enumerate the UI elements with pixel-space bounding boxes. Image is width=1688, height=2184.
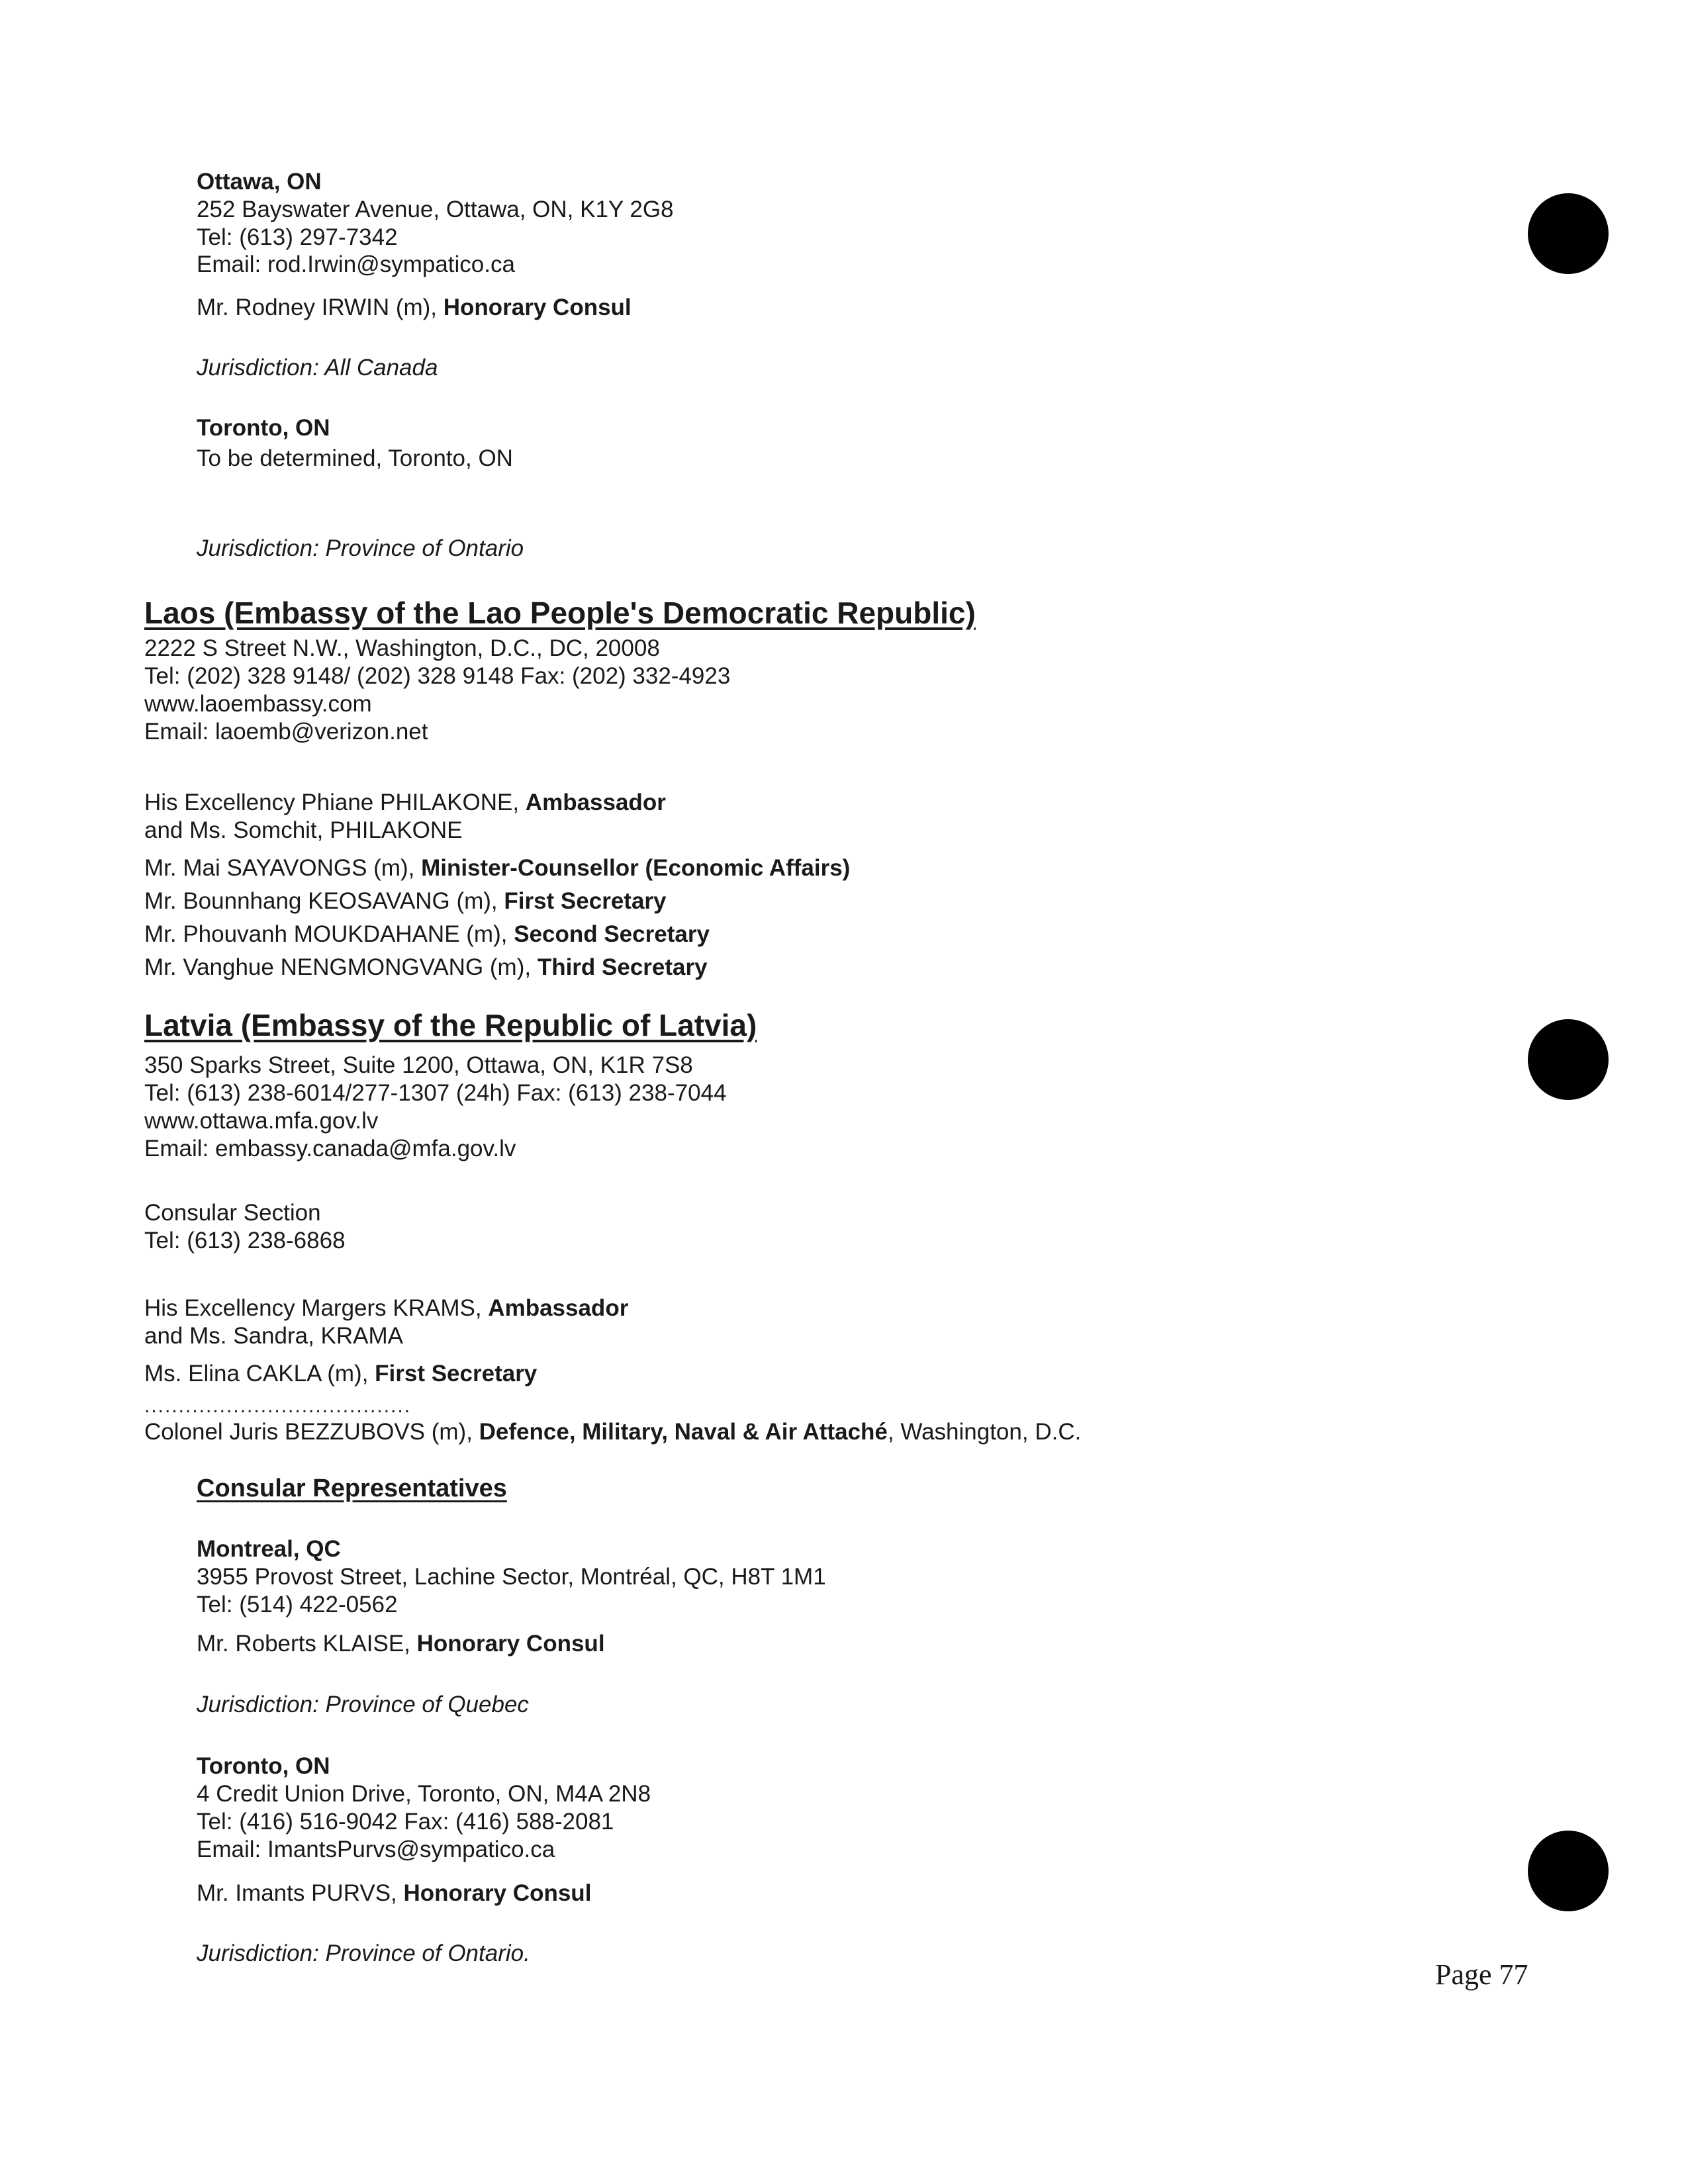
ottawa-address: 252 Bayswater Avenue, Ottawa, ON, K1Y 2G8 (197, 197, 674, 222)
page-number: Page 77 (1435, 1958, 1528, 1991)
ottawa-jurisdiction: Jurisdiction: All Canada (197, 355, 438, 381)
montreal-consular-block (197, 1535, 826, 1619)
latvia-first-secretary: Ms. Elina CAKLA (m), First Secretary (144, 1361, 538, 1387)
laos-contact (144, 635, 730, 746)
person-name: Mr. Rodney IRWIN (m), (197, 295, 444, 320)
ambassador-name: His Excellency Phiane PHILAKONE, (144, 790, 526, 815)
latvia-web: www.ottawa.mfa.gov.lv (144, 1108, 379, 1134)
toronto-email: Email: ImantsPurvs@sympatico.ca (197, 1837, 555, 1862)
latvia-address: 350 Sparks Street, Suite 1200, Ottawa, ON, K1R 7S8 (144, 1052, 693, 1078)
binder-hole (1528, 193, 1609, 274)
staff-row: Mr. Vanghue NENGMONGVANG (m), Third Secretary (144, 954, 708, 980)
staff-row: Mr. Mai SAYAVONGS (m), Minister-Counsellor (Economic Affairs) (144, 855, 851, 881)
latvia-heading: Latvia (Embassy of the Republic of Latvia) (144, 1008, 757, 1042)
consular-representatives-heading: Consular Representatives (197, 1475, 507, 1502)
consular-section-label: Consular Section (144, 1200, 321, 1226)
toronto-address: 4 Credit Union Drive, Toronto, ON, M4A 2N8 (197, 1781, 651, 1807)
consular-section-tel: Tel: (613) 238-6868 (144, 1228, 346, 1253)
toronto-jurisdiction: Jurisdiction: Province of Ontario (197, 535, 524, 561)
latvia-toronto-block (197, 1752, 651, 1864)
ottawa-city: Ottawa, ON (197, 169, 322, 195)
laos-heading: Laos (Embassy of the Lao People's Democratic Republic) (144, 596, 976, 630)
toronto-consular-block (197, 414, 513, 473)
toronto-honorary-consul: Mr. Imants PURVS, Honorary Consul (197, 1880, 592, 1906)
ottawa-email: Email: rod.Irwin@sympatico.ca (197, 251, 515, 277)
staff-row: Mr. Bounnhang KEOSAVANG (m), First Secretary (144, 888, 667, 914)
latvia-contact (144, 1052, 726, 1163)
laos-address: 2222 S Street N.W., Washington, D.C., DC, 20008 (144, 635, 660, 661)
toronto-tel: Tel: (416) 516-9042 Fax: (416) 588-2081 (197, 1809, 614, 1835)
latvia-attache: Colonel Juris BEZZUBOVS (m), Defence, Military, Naval & Air Attaché, Washington, D.C. (144, 1419, 1082, 1445)
ambassador-spouse: and Ms. Sandra, KRAMA (144, 1323, 403, 1349)
laos-web: www.laoembassy.com (144, 691, 372, 717)
ambassador-title: Ambassador (525, 790, 666, 815)
ottawa-honorary-consul (197, 294, 632, 322)
binder-hole (1528, 1019, 1609, 1100)
montreal-jurisdiction: Jurisdiction: Province of Quebec (197, 1692, 529, 1717)
latvia-consular-section (144, 1199, 346, 1255)
toronto-address: To be determined, Toronto, ON (197, 445, 513, 471)
binder-hole (1528, 1831, 1609, 1911)
ottawa-consular-block (197, 168, 674, 279)
montreal-city: Montreal, QC (197, 1536, 341, 1562)
toronto-jurisdiction: Jurisdiction: Province of Ontario. (197, 1940, 530, 1966)
laos-staff-list (144, 852, 850, 984)
toronto-city: Toronto, ON (197, 415, 330, 441)
toronto-city: Toronto, ON (197, 1753, 330, 1779)
montreal-address: 3955 Provost Street, Lachine Sector, Montréal, QC, H8T 1M1 (197, 1564, 826, 1590)
laos-ambassador (144, 789, 666, 844)
staff-row: Mr. Phouvanh MOUKDAHANE (m), Second Secretary (144, 921, 710, 947)
latvia-email: Email: embassy.canada@mfa.gov.lv (144, 1136, 516, 1161)
laos-tel: Tel: (202) 328 9148/ (202) 328 9148 Fax: (202) 332-4923 (144, 663, 731, 689)
ottawa-tel: Tel: (613) 297-7342 (197, 224, 398, 250)
laos-email: Email: laoemb@verizon.net (144, 719, 428, 745)
montreal-tel: Tel: (514) 422-0562 (197, 1592, 398, 1617)
ambassador-title: Ambassador (488, 1295, 629, 1321)
latvia-tel: Tel: (613) 238-6014/277-1307 (24h) Fax: (613) 238-7044 (144, 1080, 727, 1106)
ambassador-spouse: and Ms. Somchit, PHILAKONE (144, 817, 463, 843)
montreal-honorary-consul: Mr. Roberts KLAISE, Honorary Consul (197, 1631, 605, 1657)
person-title: Honorary Consul (443, 295, 632, 320)
ambassador-name: His Excellency Margers KRAMS, (144, 1295, 489, 1321)
separator-dots: ....................................... (144, 1395, 412, 1417)
latvia-ambassador (144, 1295, 628, 1350)
